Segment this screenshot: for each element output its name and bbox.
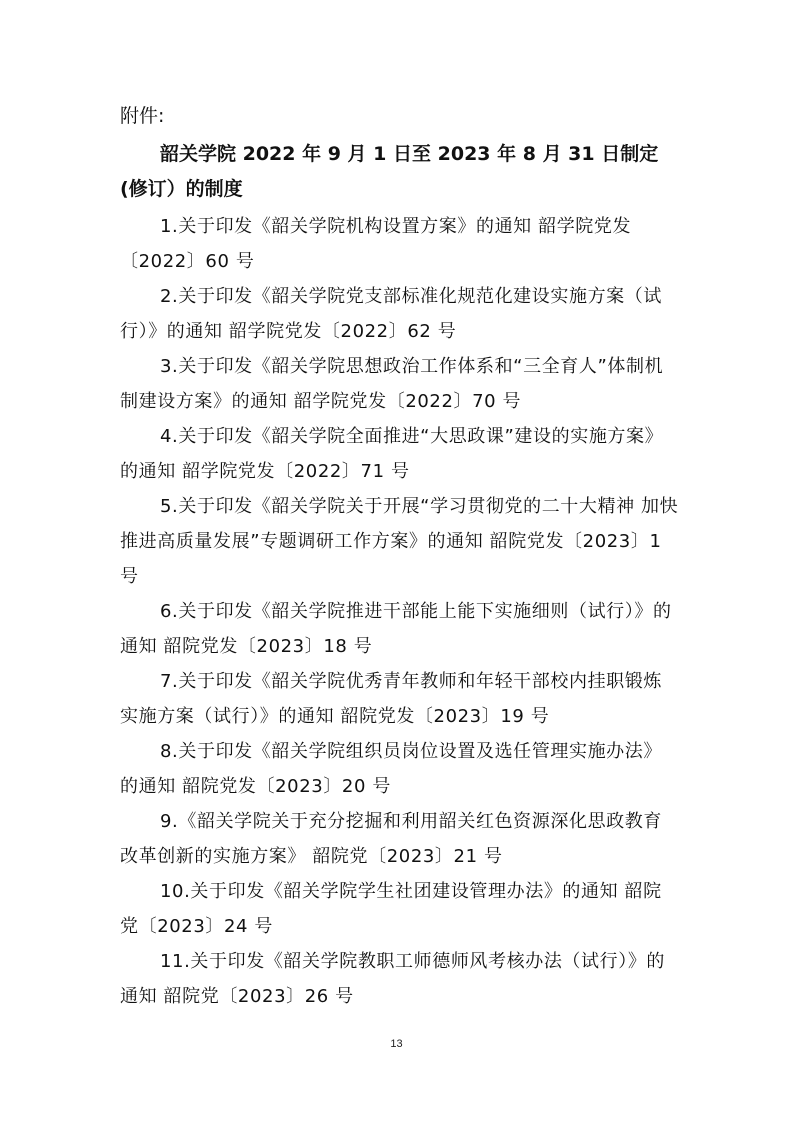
list-item: 5.关于印发《韶关学院关于开展“学习贯彻党的二十大精神 加快推进高质量发展”专题调研工作方案》的通知 韶院党发〔2023〕1 号 [120, 496, 679, 587]
list-item: 1.关于印发《韶关学院机构设置方案》的通知 韶学院党发〔2022〕60 号 [120, 216, 632, 272]
list-item: 8.关于印发《韶关学院组织员岗位设置及选任管理实施办法》的通知 韶院党发〔2023〕20 号 [120, 741, 662, 797]
list-item: 4.关于印发《韶关学院全面推进“大思政课”建设的实施方案》的通知 韶学院党发〔2022〕71 号 [120, 426, 664, 482]
document-title: 韶关学院 2022 年 9 月 1 日至 2023 年 8 月 31 日制定(修订）的制度 [120, 143, 659, 200]
document-body [120, 97, 680, 1014]
list-item: 11.关于印发《韶关学院教职工师德师风考核办法（试行）》的通知 韶院党〔2023〕26 号 [120, 951, 666, 1007]
list-item: 6.关于印发《韶关学院推进干部能上能下实施细则（试行）》的通知 韶院党发〔2023〕18 号 [120, 601, 672, 657]
list-item: 10.关于印发《韶关学院学生社团建设管理办法》的通知 韶院党〔2023〕24 号 [120, 881, 662, 937]
list-item: 2.关于印发《韶关学院党支部标准化规范化建设实施方案（试行）》的通知 韶学院党发〔2022〕62 号 [120, 286, 662, 342]
page-number: 13 [390, 1038, 403, 1050]
attachment-label: 附件: [120, 105, 165, 127]
list-item: 7.关于印发《韶关学院优秀青年教师和年轻干部校内挂职锻炼实施方案（试行）》的通知 韶院党发〔2023〕19 号 [120, 671, 662, 727]
list-item: 3.关于印发《韶关学院思想政治工作体系和“三全育人”体制机制建设方案》的通知 韶学院党发〔2022〕70 号 [120, 356, 664, 412]
list-item: 9.《韶关学院关于充分挖掘和利用韶关红色资源深化思政教育改革创新的实施方案》 韶院党〔2023〕21 号 [120, 811, 662, 867]
